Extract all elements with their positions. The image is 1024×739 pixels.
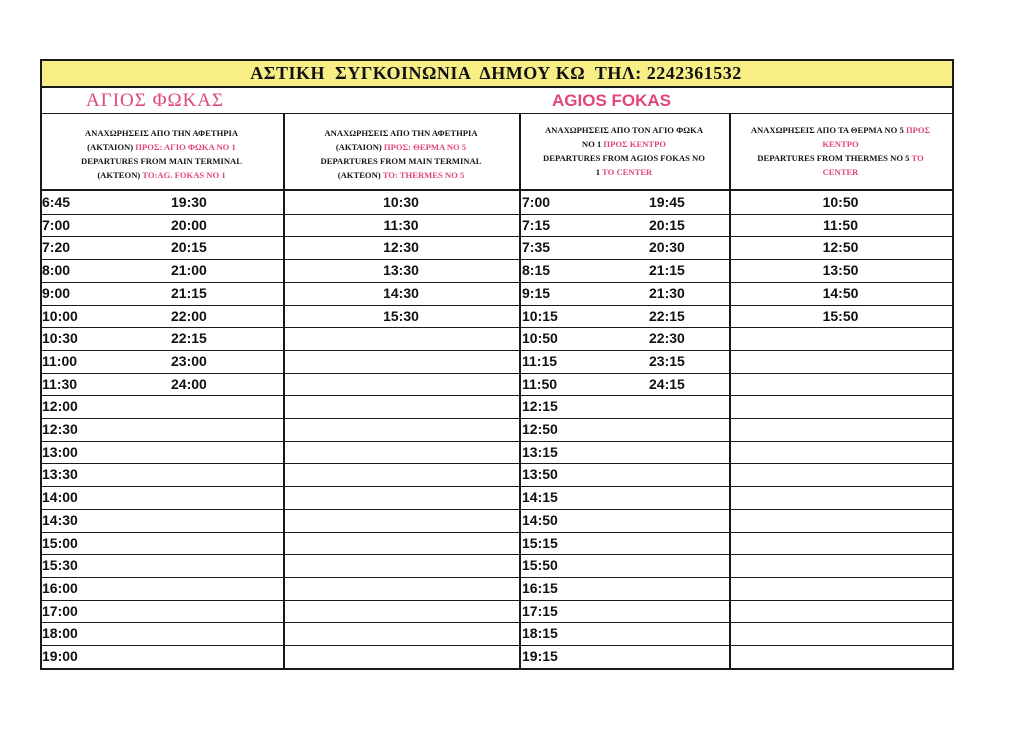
- header-text: ΠΡΟΣ: ΘΕΡΜΑ ΝΟ 5: [383, 142, 467, 152]
- departure-time: 7:15: [522, 217, 551, 233]
- timetable-title: ΑΣΤΙΚΗ ΣΥΓΚΟΙΝΩΝΙΑ ΔΗΜΟΥ ΚΩ ΤΗΛ: 2242361532: [250, 62, 742, 83]
- departure-time: 13:50: [522, 466, 558, 482]
- departure-time: 19:45: [649, 194, 685, 210]
- header-line: [44, 126, 279, 140]
- row-divider: [40, 600, 952, 601]
- departure-time: 11:30: [42, 376, 78, 392]
- departure-time: 21:30: [649, 285, 685, 301]
- header-line: [287, 168, 515, 182]
- departure-time: 15:15: [522, 535, 558, 551]
- departure-time: 11:50: [522, 376, 558, 392]
- header-text: (ΑΚΤΑΙΟΝ): [87, 142, 136, 152]
- departure-time: 20:15: [171, 239, 207, 255]
- departure-time: 12:30: [42, 421, 78, 437]
- header-text: (AKTEON): [337, 170, 383, 180]
- departure-time: 20:00: [171, 217, 207, 233]
- departure-time: 14:15: [522, 489, 558, 505]
- header-line: [523, 137, 725, 151]
- departure-time: 18:00: [42, 625, 78, 641]
- header-text: ΠΡΟΣ ΚΕΝΤΡΟ: [603, 139, 667, 149]
- header-line: [287, 140, 515, 154]
- header-line: [733, 151, 948, 165]
- departure-time: 19:15: [522, 648, 558, 664]
- departure-time: 12:50: [522, 421, 558, 437]
- location-divider: [40, 113, 952, 114]
- departure-time: 8:00: [42, 262, 71, 278]
- departure-time: 13:15: [522, 444, 558, 460]
- title-divider: [40, 86, 952, 88]
- frame-top-border: [40, 59, 952, 61]
- departure-time: 10:50: [822, 194, 859, 210]
- departure-time: 21:15: [649, 262, 685, 278]
- departure-time: 14:30: [383, 285, 419, 301]
- row-divider: [40, 577, 952, 578]
- departure-time: 13:30: [383, 262, 419, 278]
- header-text: DEPARTURES FROM MAIN TERMINAL: [81, 156, 242, 166]
- frame-bottom-border: [40, 668, 952, 670]
- departure-time: 24:15: [649, 376, 685, 392]
- header-line: [523, 151, 725, 165]
- header-text: ΚΕΝΤΡΟ: [822, 139, 859, 149]
- header-text: (AKTEON): [97, 170, 143, 180]
- departure-time: 10:00: [42, 308, 78, 324]
- departure-time: 9:00: [42, 285, 71, 301]
- header-line: [733, 137, 948, 151]
- departure-time: 20:30: [649, 239, 685, 255]
- departure-time: 7:20: [42, 239, 71, 255]
- frame-right-border: [952, 59, 954, 670]
- departure-time: 21:15: [171, 285, 207, 301]
- departure-time: 22:15: [649, 308, 685, 324]
- header-line: [523, 123, 725, 137]
- column-header-2: [287, 126, 515, 182]
- departure-time: 16:15: [522, 580, 558, 596]
- location-name-greek: ΑΓΙΟΣ ΦΩΚΑΣ: [86, 90, 225, 111]
- departure-time: 13:00: [42, 444, 78, 460]
- departure-time: 15:30: [42, 557, 78, 573]
- departure-time: 23:15: [649, 353, 685, 369]
- departure-time: 15:00: [42, 535, 78, 551]
- departure-time: 14:50: [822, 285, 859, 301]
- header-text: ΝΟ 1: [581, 139, 604, 149]
- departure-time: 21:00: [171, 262, 207, 278]
- departure-time: 12:30: [383, 239, 419, 255]
- location-name-english: AGIOS FOKAS: [552, 91, 672, 110]
- header-text: TO:AG. FOKAS NO 1: [142, 170, 226, 180]
- row-divider: [40, 418, 952, 419]
- departure-time: 14:50: [522, 512, 558, 528]
- departure-time: 12:00: [42, 398, 78, 414]
- departure-time: 22:30: [649, 330, 685, 346]
- header-text: ΑΝΑΧΩΡΗΣΕΙΣ ΑΠΟ ΤΗΝ ΑΦΕΤΗΡΙΑ: [324, 128, 478, 138]
- header-line: [44, 140, 279, 154]
- header-text: 1: [595, 167, 603, 177]
- row-divider: [40, 441, 952, 442]
- departure-time: 10:30: [42, 330, 78, 346]
- departure-time: 19:00: [42, 648, 78, 664]
- header-line: [287, 154, 515, 168]
- departure-time: 8:15: [522, 262, 551, 278]
- departure-time: 9:15: [522, 285, 551, 301]
- departure-time: 22:00: [171, 308, 207, 324]
- departure-time: 17:00: [42, 603, 78, 619]
- departure-time: 11:00: [42, 353, 78, 369]
- header-text: ΑΝΑΧΩΡΗΣΕΙΣ ΑΠΟ ΤΑ ΘΕΡΜΑ ΝΟ 5: [750, 125, 906, 135]
- departure-time: 15:50: [522, 557, 558, 573]
- column-divider: [519, 113, 521, 668]
- departure-time: 7:00: [522, 194, 551, 210]
- departure-time: 22:15: [171, 330, 207, 346]
- row-divider: [40, 554, 952, 555]
- departure-time: 16:00: [42, 580, 78, 596]
- header-text: ΠΡΟΣ: [905, 125, 931, 135]
- departure-time: 23:00: [171, 353, 207, 369]
- departure-time: 7:00: [42, 217, 71, 233]
- departure-time: 10:15: [522, 308, 558, 324]
- departure-time: 17:15: [522, 603, 558, 619]
- column-header-1: [44, 126, 279, 182]
- departure-time: 18:15: [522, 625, 558, 641]
- header-text: TO: THERMES NO 5: [382, 170, 465, 180]
- header-text: DEPARTURES FROM MAIN TERMINAL: [320, 156, 482, 166]
- header-line: [287, 126, 515, 140]
- departure-time: 12:15: [522, 398, 558, 414]
- departure-time: 20:15: [649, 217, 685, 233]
- header-text: DEPARTURES FROM AGIOS FOKAS NO: [543, 153, 705, 163]
- departure-time: 15:30: [383, 308, 419, 324]
- header-line: [733, 165, 948, 179]
- departure-time: 13:30: [42, 466, 78, 482]
- departure-time: 11:15: [522, 353, 558, 369]
- header-line: [523, 165, 725, 179]
- header-text: TO CENTER: [602, 167, 653, 177]
- row-divider: [40, 645, 952, 646]
- departure-time: 15:50: [822, 308, 859, 324]
- header-text: ΑΝΑΧΩΡΗΣΕΙΣ ΑΠΟ ΤΟΝ ΑΓΙΟ ΦΩΚΑ: [544, 125, 704, 135]
- header-line: [44, 168, 279, 182]
- departure-time: 12:50: [822, 239, 859, 255]
- header-text: DEPARTURES FROM THERMES NO 5: [757, 153, 912, 163]
- header-text: TO: [911, 153, 924, 163]
- header-text: (ΑΚΤΑΙΟΝ): [335, 142, 384, 152]
- departure-time: 10:30: [383, 194, 419, 210]
- row-divider: [40, 395, 952, 396]
- departure-time: 14:00: [42, 489, 78, 505]
- departure-time: 13:50: [822, 262, 859, 278]
- column-header-4: [733, 123, 948, 179]
- header-text: CENTER: [822, 167, 859, 177]
- departure-time: 14:30: [42, 512, 78, 528]
- departure-time: 10:50: [522, 330, 558, 346]
- header-line: [733, 123, 948, 137]
- row-divider: [40, 463, 952, 464]
- departure-time: 11:50: [822, 217, 859, 233]
- column-header-3: [523, 123, 725, 179]
- departure-time: 11:30: [383, 217, 419, 233]
- header-text: ΠΡΟΣ: ΑΓΙΟ ΦΩΚΑ ΝΟ 1: [135, 142, 236, 152]
- departure-time: 6:45: [42, 194, 71, 210]
- row-divider: [40, 486, 952, 487]
- departure-time: 19:30: [171, 194, 207, 210]
- header-line: [44, 154, 279, 168]
- row-divider: [40, 509, 952, 510]
- departure-time: 7:35: [522, 239, 551, 255]
- row-divider: [40, 622, 952, 623]
- departure-time: 24:00: [171, 376, 207, 392]
- header-text: ΑΝΑΧΩΡΗΣΕΙΣ ΑΠΟ ΤΗΝ ΑΦΕΤΗΡΙΑ: [84, 128, 239, 138]
- row-divider: [40, 532, 952, 533]
